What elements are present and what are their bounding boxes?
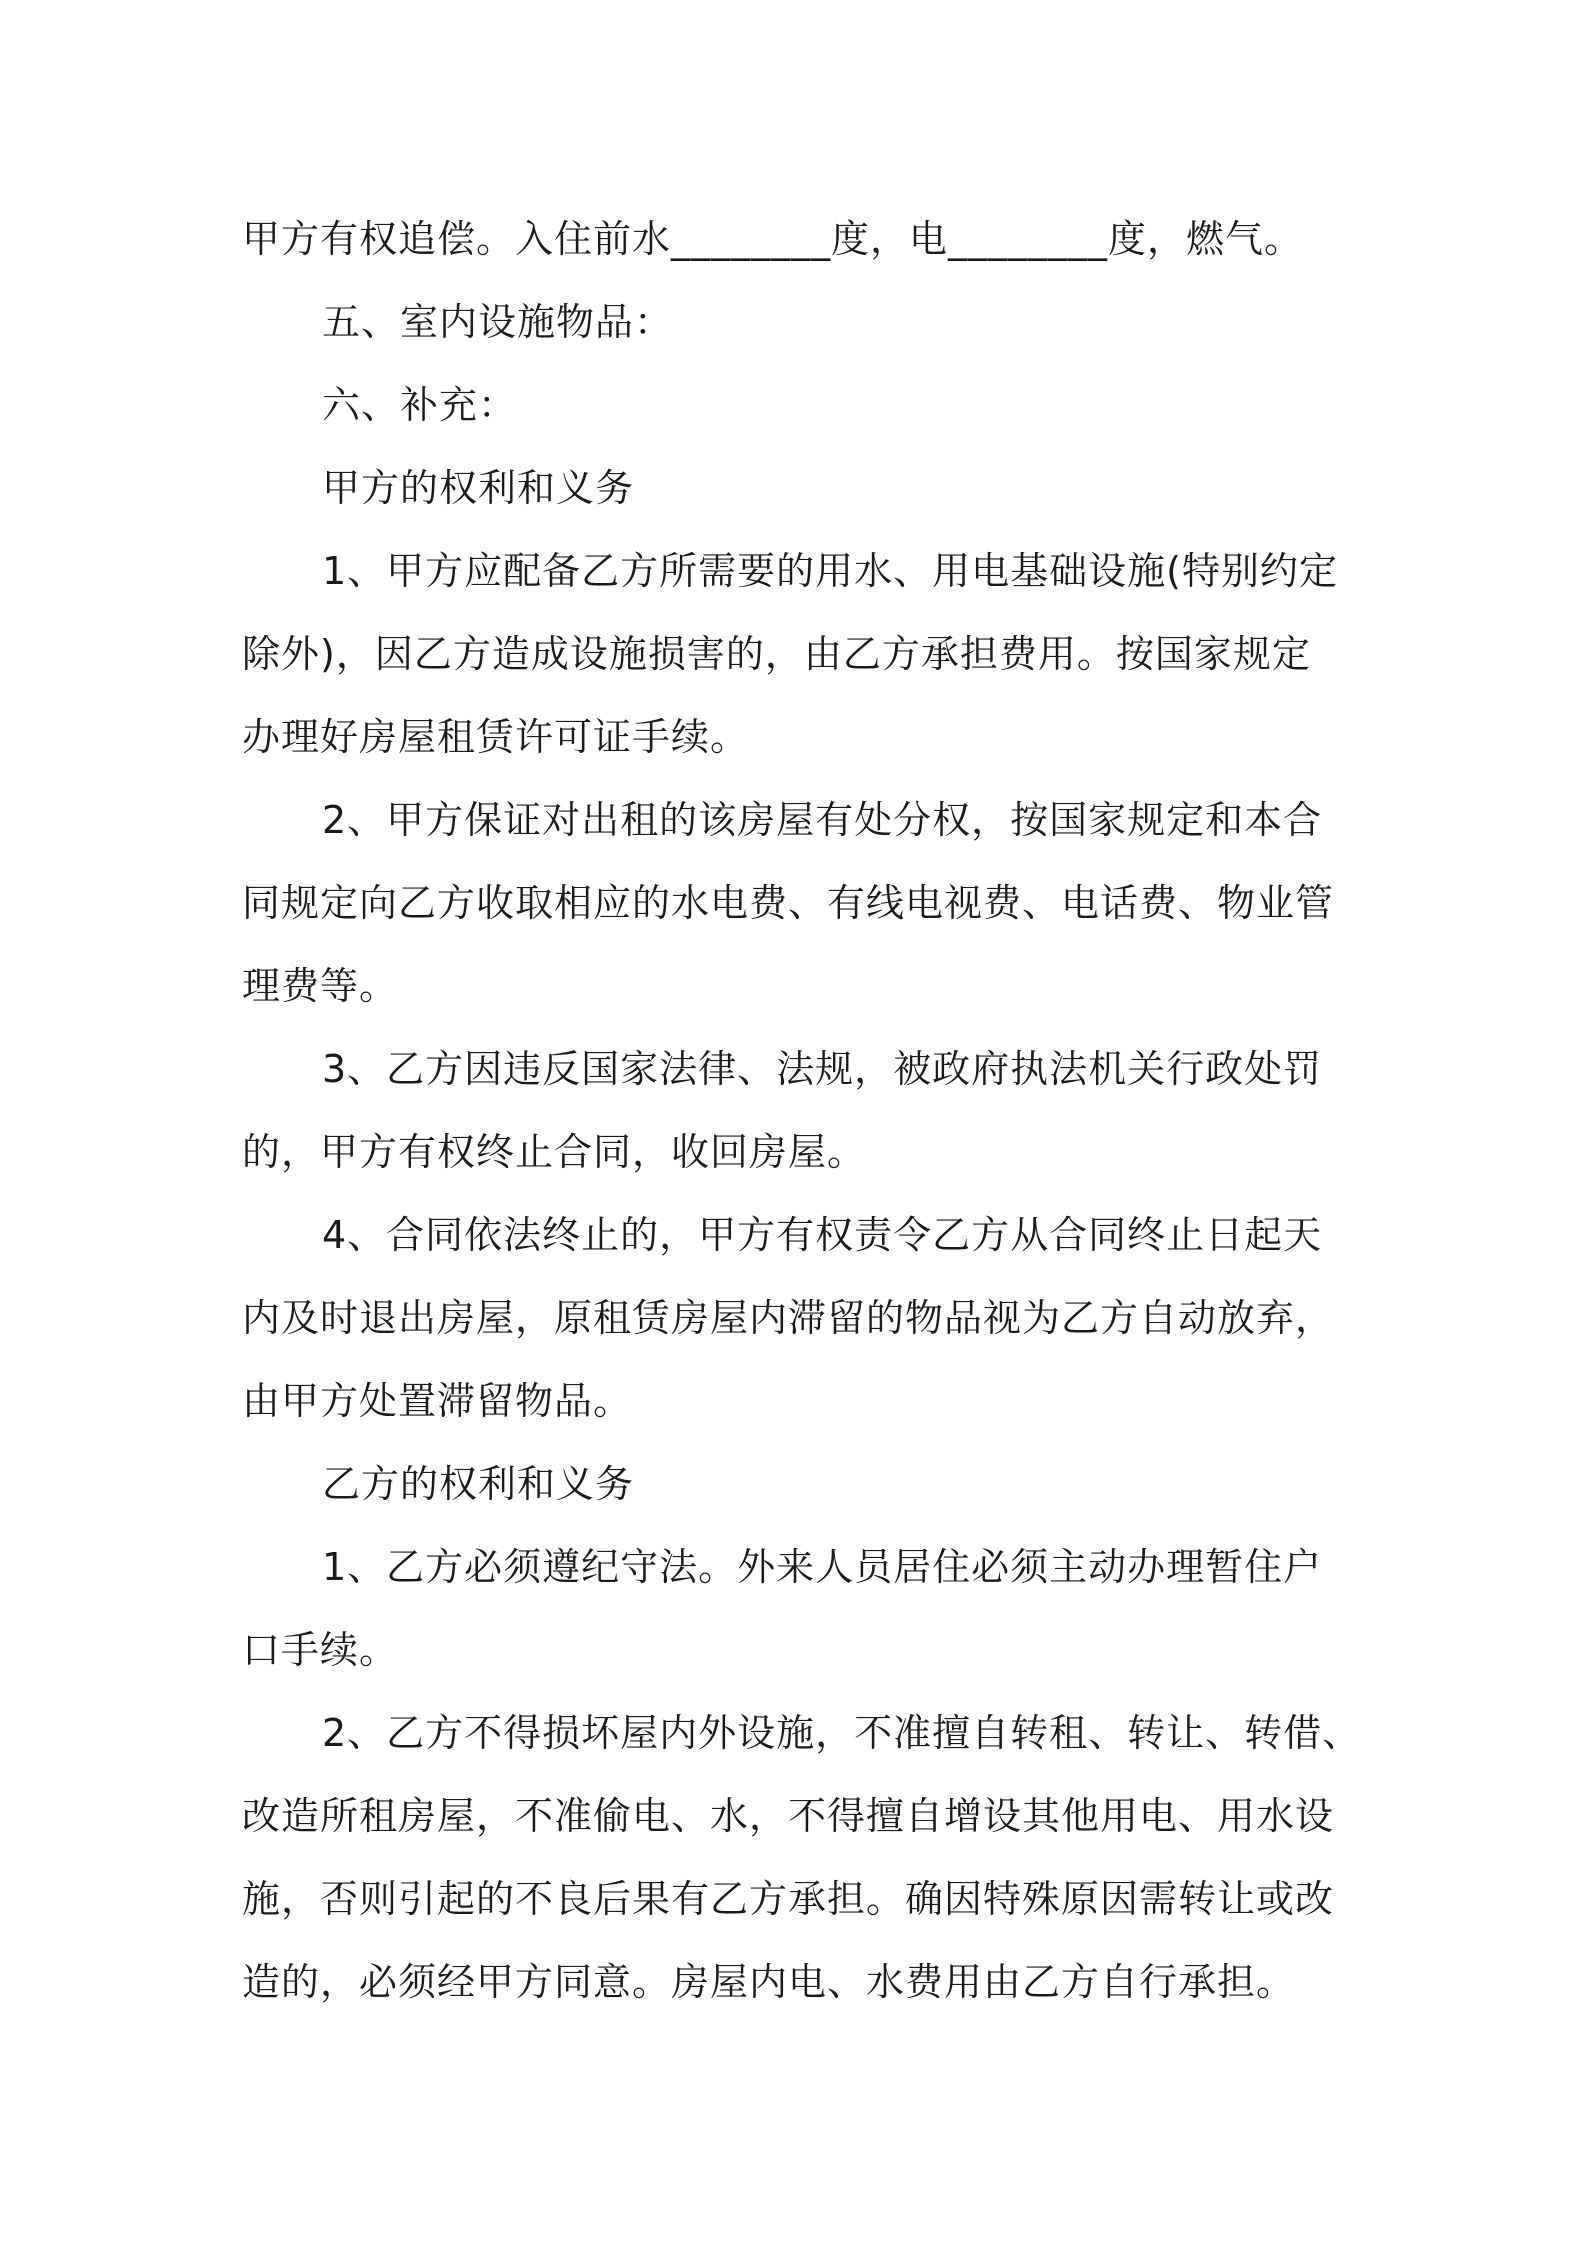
text-line: 4、合同依法终止的，甲方有权责令乙方从合同终止日起天 <box>322 1213 1323 1257</box>
text-line: 除外)，因乙方造成设施损害的，由乙方承担费用。按国家规定 <box>242 632 1311 676</box>
text-line: 3、乙方因违反国家法律、法规，被政府执法机关行政处罚 <box>322 1047 1323 1091</box>
text-line: 施，否则引起的不良后果有乙方承担。确因特殊原因需转让或改 <box>242 1877 1335 1921</box>
text-line: 内及时退出房屋，原租赁房屋内滞留的物品视为乙方自动放弃， <box>242 1296 1335 1340</box>
text-line: 2、乙方不得损坏屋内外设施，不准擅自转租、转让、转借、 <box>322 1711 1362 1755</box>
text-line: 2、甲方保证对出租的该房屋有处分权，按国家规定和本合 <box>322 798 1323 842</box>
document-page <box>242 198 1362 2024</box>
text-line: 甲方有权追偿。入住前水________度，电________度，燃气。 <box>242 217 1304 261</box>
text-line: 办理好房屋租赁许可证手续。 <box>242 715 750 759</box>
text-line: 改造所租房屋，不准偷电、水，不得擅自增设其他用电、用水设 <box>242 1794 1335 1838</box>
text-line: 造的，必须经甲方同意。房屋内电、水费用由乙方自行承担。 <box>242 1960 1296 2004</box>
section-heading: 五、室内设施物品： <box>322 300 674 344</box>
text-line: 口手续。 <box>242 1628 399 1672</box>
section-heading: 乙方的权利和义务 <box>322 1462 635 1506</box>
text-line: 由甲方处置滞留物品。 <box>242 1379 633 1423</box>
text-line: 理费等。 <box>242 964 399 1008</box>
text-line: 1、甲方应配备乙方所需要的用水、用电基础设施(特别约定 <box>322 549 1339 593</box>
text-line: 的，甲方有权终止合同，收回房屋。 <box>242 1130 867 1174</box>
text-line: 1、乙方必须遵纪守法。外来人员居住必须主动办理暂住户 <box>322 1545 1323 1589</box>
section-heading: 甲方的权利和义务 <box>322 466 635 510</box>
section-heading: 六、补充： <box>322 383 518 427</box>
text-line: 同规定向乙方收取相应的水电费、有线电视费、电话费、物业管 <box>242 881 1335 925</box>
